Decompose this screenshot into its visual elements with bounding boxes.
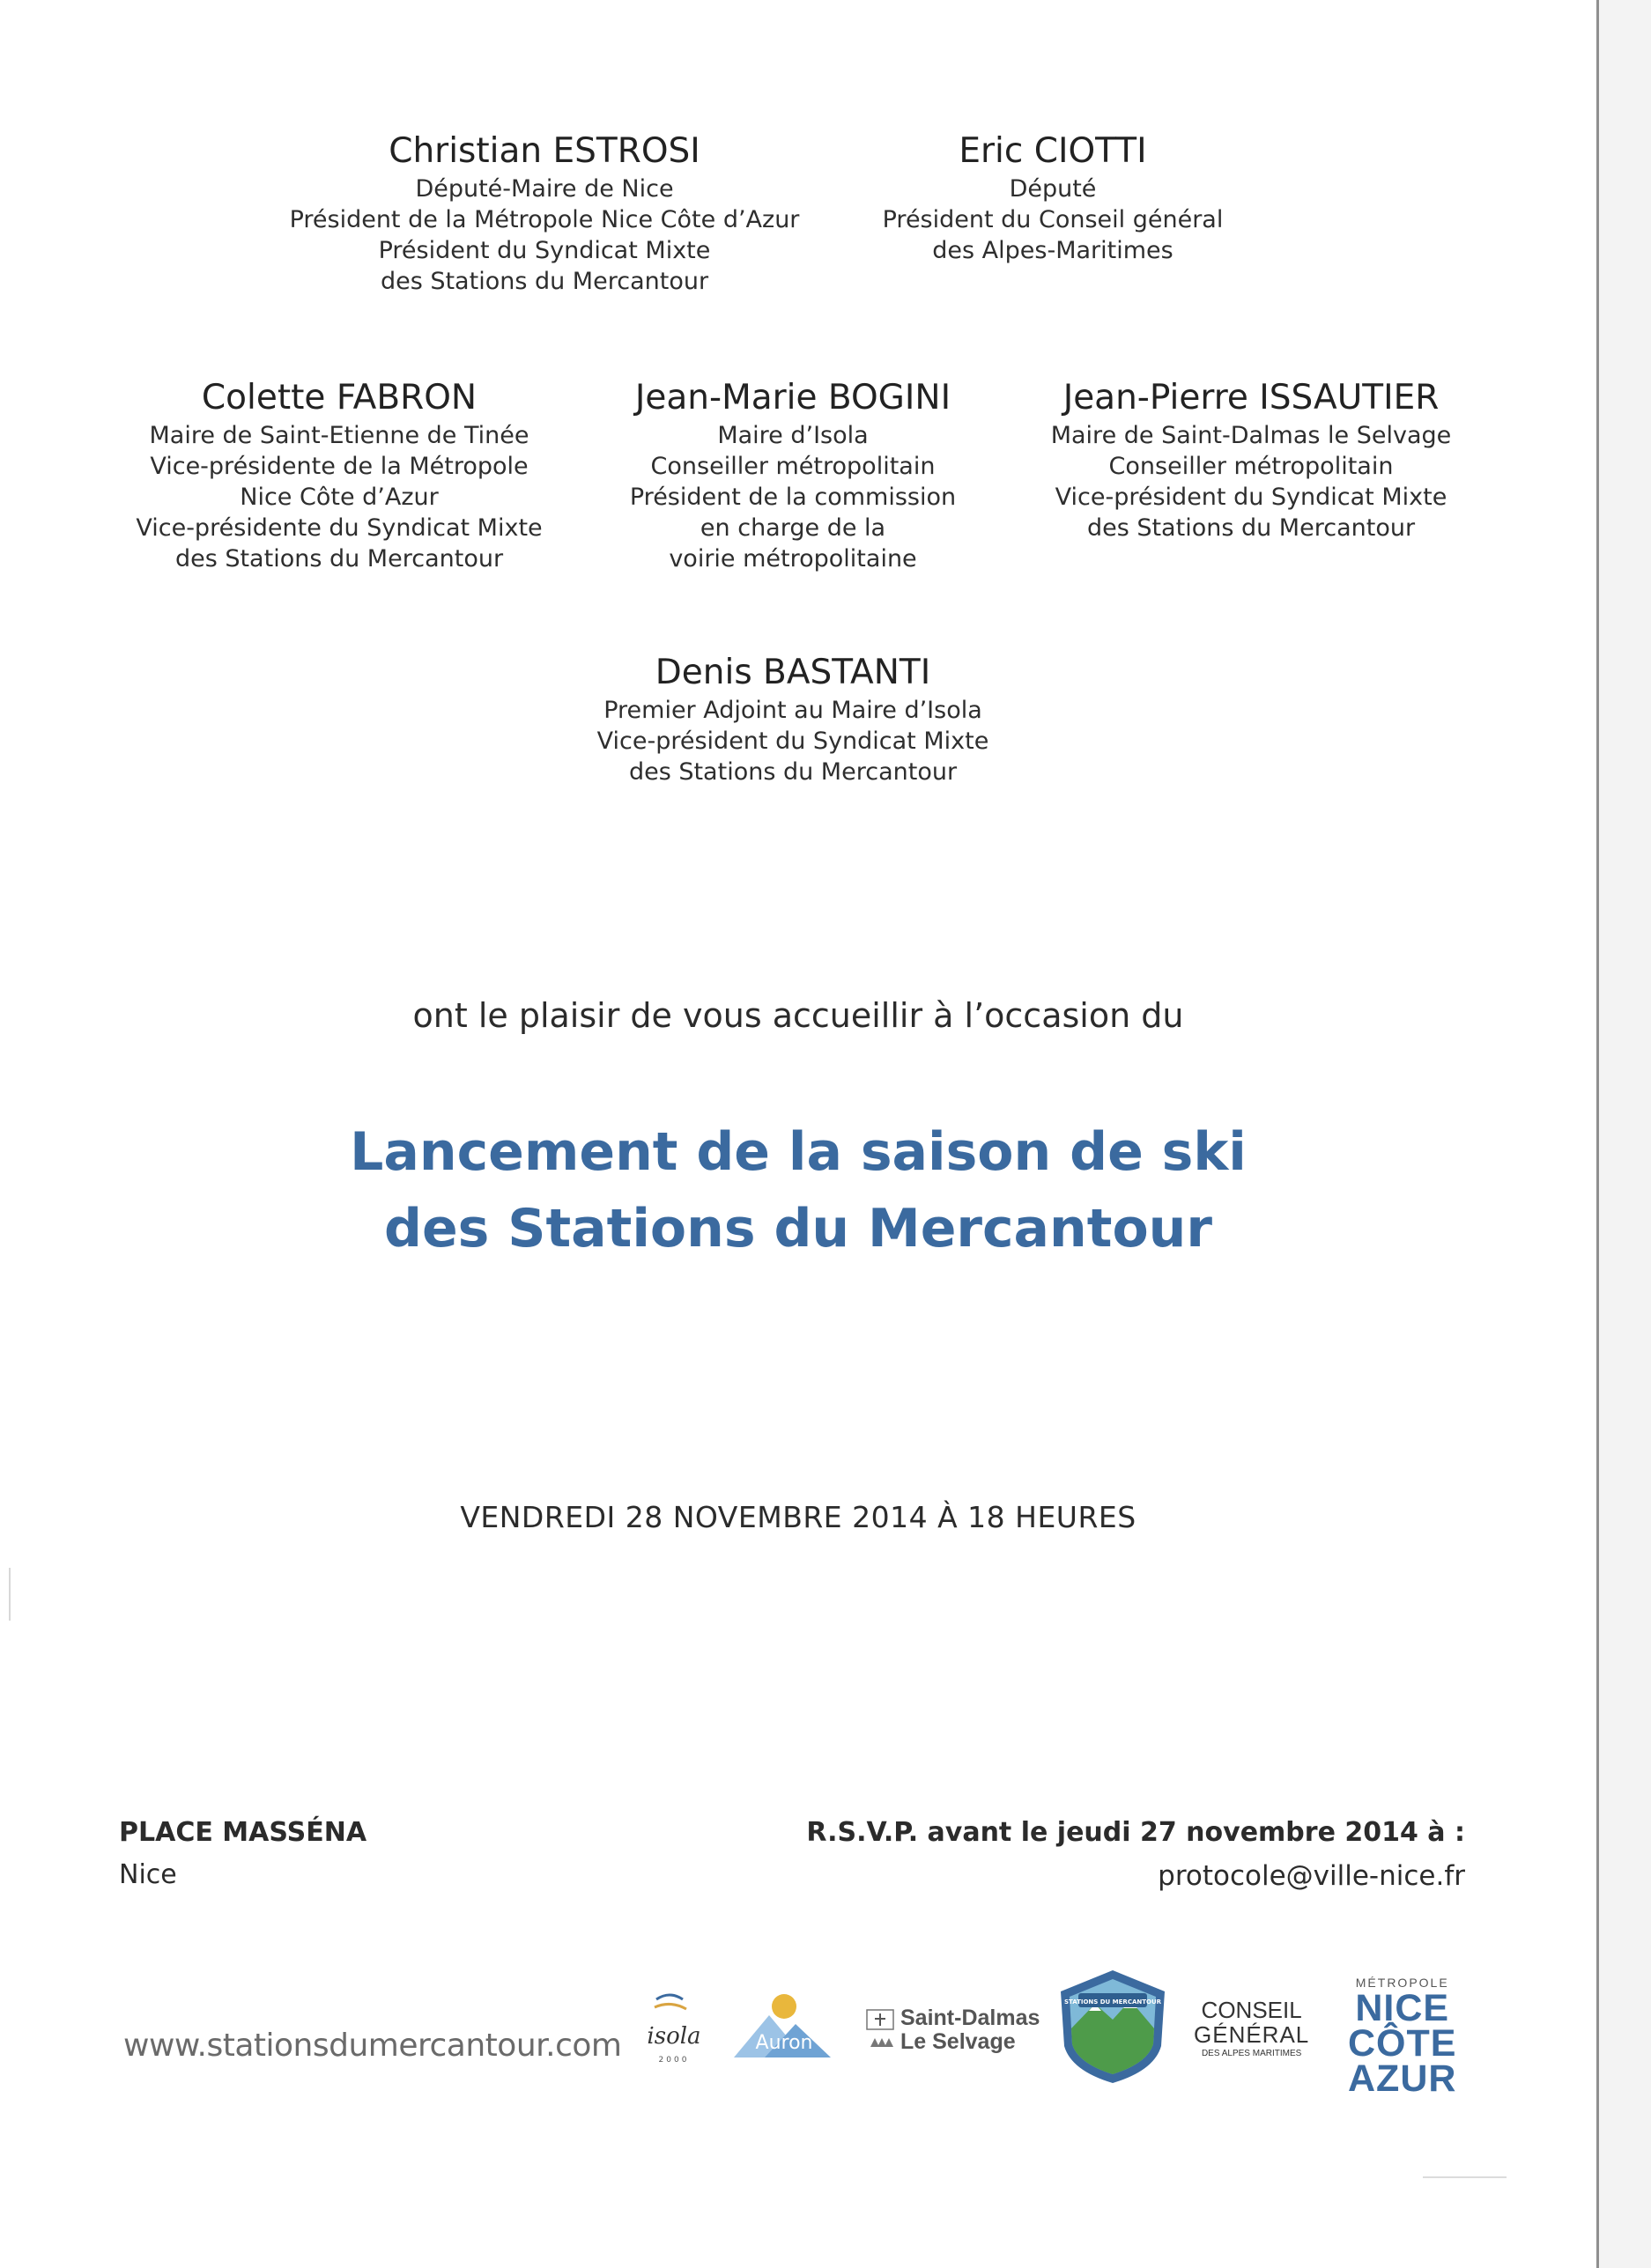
person-name: Colette FABRON: [201, 378, 478, 417]
person-role: Maire de Saint-Dalmas le Selvage: [1050, 422, 1452, 449]
person-role: Député: [1009, 175, 1097, 203]
person-name: Denis BASTANTI: [655, 653, 931, 692]
person-bogini: [595, 376, 991, 574]
person-role: Vice-présidente de la Métropole: [150, 453, 529, 480]
person-name: Jean-Marie BOGINI: [634, 378, 951, 417]
isola-2000-logo: [639, 1986, 709, 2070]
rsvp: [806, 1812, 1465, 1898]
person-role: voirie métropolitaine: [669, 545, 917, 573]
person-ciotti: [841, 129, 1264, 266]
rsvp-email-link[interactable]: protocole@ville-nice.fr: [1158, 1860, 1465, 1892]
invitation-intro: ont le plaisir de vous accueillir à l’occasion du: [412, 996, 1184, 1035]
venue-city: Nice: [119, 1859, 177, 1890]
person-name: Jean-Pierre ISSAUTIER: [1062, 378, 1440, 417]
scan-mark: [9, 1568, 11, 1621]
scan-mark: [1423, 2176, 1507, 2178]
metropole-nice-cote-azur-logo: MÉTROPOLE NICE CÔTE AZUR: [1348, 1976, 1457, 2100]
page-edge: [1596, 0, 1599, 2268]
svg-text:Auron: Auron: [755, 2032, 813, 2054]
website-link[interactable]: www.stationsdumercantour.com: [123, 2028, 622, 2064]
person-role: Maire de Saint-Etienne de Tinée: [149, 422, 529, 449]
svg-text:isola: isola: [647, 2023, 701, 2050]
person-role: Vice-président du Syndicat Mixte: [596, 728, 989, 755]
person-role: Président de la commission: [629, 484, 957, 511]
person-role: Conseiller métropolitain: [650, 453, 936, 480]
person-role: des Stations du Mercantour: [1086, 514, 1416, 542]
auron-logo: [729, 1989, 835, 2068]
conseil-general-logo: CONSEIL GÉNÉRAL DES ALPES MARITIMES: [1194, 1997, 1310, 2058]
person-role: Président du Conseil général: [882, 206, 1224, 233]
person-role: des Stations du Mercantour: [174, 545, 504, 573]
event-date: VENDREDI 28 NOVEMBRE 2014 À 18 HEURES: [460, 1500, 1136, 1534]
person-role: Député-Maire de Nice: [415, 175, 674, 203]
rsvp-title: R.S.V.P. avant le jeudi 27 novembre 2014 à :: [806, 1817, 1465, 1848]
person-role: Conseiller métropolitain: [1108, 453, 1394, 480]
person-role: Vice-présidente du Syndicat Mixte: [136, 514, 543, 542]
stations-du-mercantour-shield-logo: [1055, 1967, 1170, 2086]
person-role: en charge de la: [700, 514, 886, 542]
person-role: Premier Adjoint au Maire d’Isola: [603, 697, 982, 724]
svg-text:2000: 2000: [658, 2056, 690, 2065]
event-title-line: Lancement de la saison de ski: [350, 1121, 1247, 1183]
person-bastanti: [564, 651, 1022, 787]
person-role: Président de la Métropole Nice Côte d’Azur: [289, 206, 800, 233]
person-fabron: [110, 376, 568, 574]
person-role: des Alpes-Maritimes: [932, 237, 1173, 264]
person-issautier: [1022, 376, 1480, 543]
saint-dalmas-text: Saint-Dalmas Le Selvage: [900, 2006, 1040, 2054]
person-role: Vice-président du Syndicat Mixte: [1055, 484, 1447, 511]
person-name: Eric CIOTTI: [959, 131, 1147, 171]
person-role: Maire d’Isola: [717, 422, 869, 449]
person-role: des Stations du Mercantour: [628, 758, 958, 786]
venue: [119, 1812, 366, 1896]
scan-margin: [1599, 0, 1651, 2268]
person-role: des Stations du Mercantour: [380, 268, 709, 295]
event-title: [0, 1114, 1596, 1267]
person-role: Nice Côte d’Azur: [240, 484, 439, 511]
saint-dalmas-logo: [865, 2008, 895, 2054]
svg-text:STATIONS DU MERCANTOUR: STATIONS DU MERCANTOUR: [1063, 1998, 1162, 2006]
person-role: Président du Syndicat Mixte: [378, 237, 711, 264]
person-name: Christian ESTROSI: [389, 131, 700, 171]
event-title-line: des Stations du Mercantour: [384, 1198, 1212, 1260]
person-estrosi: [227, 129, 862, 297]
venue-title: PLACE MASSÉNA: [119, 1817, 367, 1848]
